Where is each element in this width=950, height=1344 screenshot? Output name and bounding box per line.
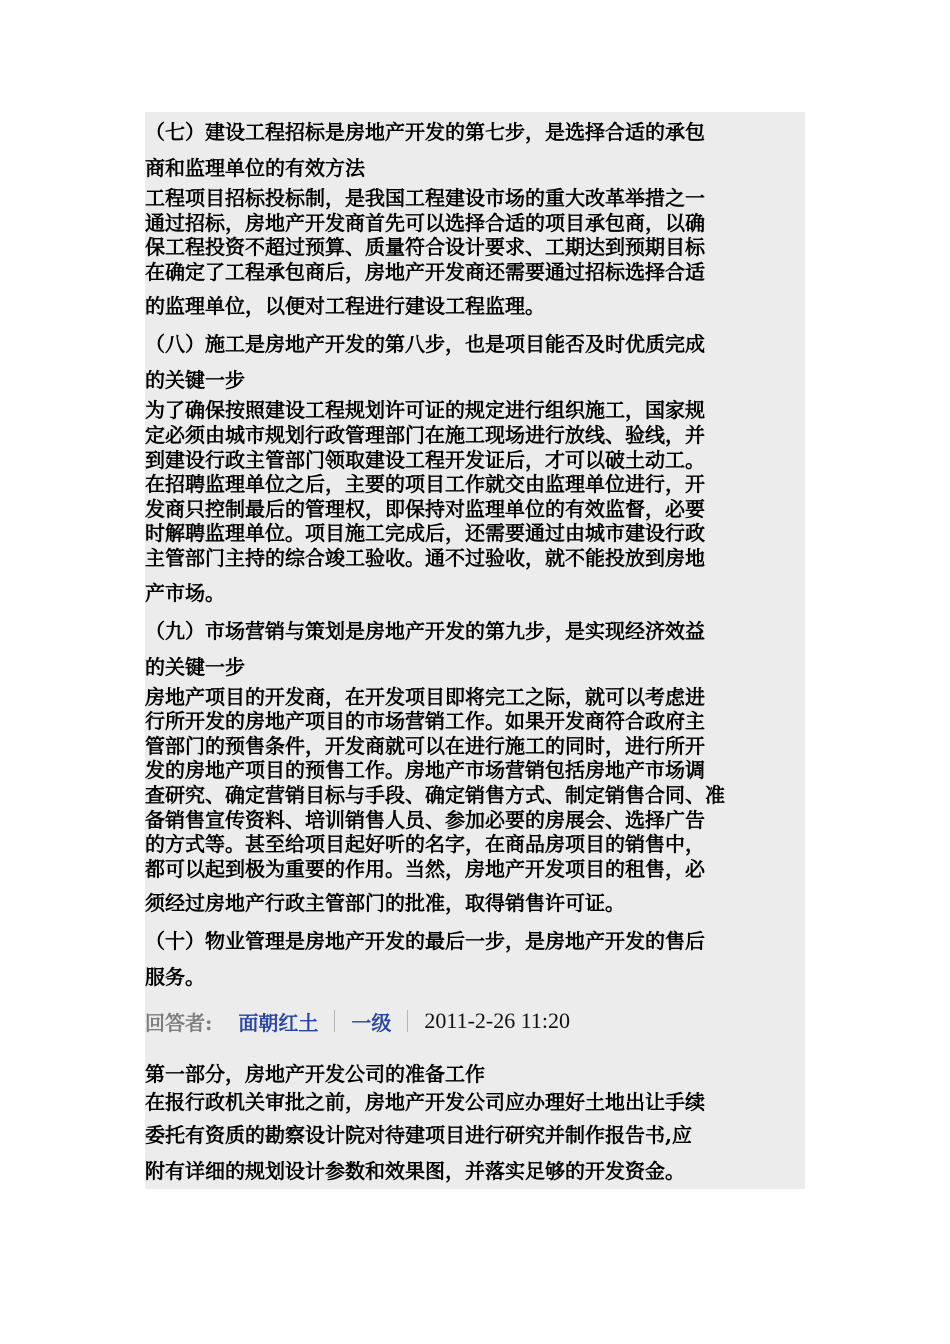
heading-line: （七）建设工程招标是房地产开发的第七步，是选择合适的承包 — [145, 120, 705, 144]
document-page — [145, 112, 805, 1189]
body-line: 都可以起到极为重要的作用。当然，房地产开发项目的租售，必 — [145, 856, 705, 881]
body-line: 工程项目招标投标制，是我国工程建设市场的重大改革举措之一 — [145, 186, 705, 210]
answerer-level-link[interactable]: 一级 — [351, 1010, 392, 1035]
divider — [334, 1010, 335, 1032]
body-line: 发的房地产项目的预售工作。房地产市场营销包括房地产市场调 — [145, 758, 705, 783]
part-title: 第一部分，房地产开发公司的准备工作 — [145, 1062, 485, 1087]
heading-line: （八）施工是房地产开发的第八步，也是项目能否及时优质完成 — [145, 332, 705, 357]
body-line: 在招聘监理单位之后，主要的项目工作就交由监理单位进行，开 — [145, 472, 705, 497]
body-line: 附有详细的规划设计参数和效果图，并落实足够的开发资金。 — [145, 1159, 685, 1184]
section-body — [145, 186, 805, 324]
answer-timestamp: 2011-2-26 11:20 — [424, 1008, 571, 1034]
part-one — [145, 1053, 805, 1189]
heading-line: 的关键一步 — [145, 368, 245, 393]
heading-line: （九）市场营销与策划是房地产开发的第九步，是实现经济效益 — [145, 618, 705, 643]
body-line: 产市场。 — [145, 580, 225, 605]
body-line: 查研究、确定营销目标与手段、确定销售方式、制定销售合同、准 — [145, 782, 725, 807]
body-line: 发商只控制最后的管理权，即保持对监理单位的有效监督，必要 — [145, 496, 705, 521]
body-line: 须经过房地产行政主管部门的批准，取得销售许可证。 — [145, 891, 625, 916]
body-line: 通过招标，房地产开发商首先可以选择合适的项目承包商，以确 — [145, 210, 705, 235]
body-line: 委托有资质的勘察设计院对待建项目进行研究并制作报告书,应 — [145, 1123, 692, 1148]
body-line: 在确定了工程承包商后，房地产开发商还需要通过招标选择合适 — [145, 259, 705, 284]
body-line: 到建设行政主管部门领取建设工程开发证后，才可以破土动工。 — [145, 447, 705, 472]
body-line: 行所开发的房地产项目的市场营销工作。如果开发商符合政府主 — [145, 709, 705, 734]
section-heading — [145, 112, 805, 186]
answerer-name-link[interactable]: 面朝红土 — [238, 1010, 319, 1035]
body-line: 时解聘监理单位。项目施工完成后，还需要通过由城市建设行政 — [145, 521, 705, 546]
body-line: 保工程投资不超过预算、质量符合设计要求、工期达到预期目标 — [145, 235, 705, 260]
section-body — [145, 398, 805, 610]
body-line: 为了确保按照建设工程规划许可证的规定进行组织施工，国家规 — [145, 398, 705, 423]
body-line: 备销售宣传资料、培训销售人员、参加必要的房展会、选择广告 — [145, 807, 705, 832]
body-line: 的方式等。甚至给项目起好听的名字，在商品房项目的销售中， — [145, 832, 705, 857]
divider — [407, 1010, 408, 1032]
answerer-label: 回答者: — [145, 1010, 213, 1035]
body-line: 房地产项目的开发商，在开发项目即将完工之际，就可以考虑进 — [145, 684, 705, 709]
section-8 — [145, 324, 805, 610]
section-7 — [145, 112, 805, 324]
section-heading — [145, 921, 805, 995]
body-line: 的监理单位，以便对工程进行建设工程监理。 — [145, 294, 545, 319]
body-line: 主管部门主持的综合竣工验收。通不过验收，就不能投放到房地 — [145, 545, 705, 570]
body-line: 在报行政机关审批之前，房地产开发公司应办理好土地出让手续 — [145, 1090, 705, 1115]
heading-line: 的关键一步 — [145, 654, 245, 679]
body-line: 管部门的预售条件，开发商就可以在进行施工的同时，进行所开 — [145, 733, 705, 758]
section-heading — [145, 611, 805, 685]
answer-meta — [145, 995, 805, 1053]
section-10 — [145, 921, 805, 995]
section-heading — [145, 324, 805, 398]
heading-line: 服务。 — [145, 965, 205, 990]
section-9 — [145, 611, 805, 922]
heading-line: 商和监理单位的有效方法 — [145, 156, 365, 180]
body-line: 定必须由城市规划行政管理部门在施工现场进行放线、验线，并 — [145, 422, 705, 447]
heading-line: （十）物业管理是房地产开发的最后一步，是房地产开发的售后 — [145, 929, 705, 954]
section-body — [145, 685, 805, 922]
